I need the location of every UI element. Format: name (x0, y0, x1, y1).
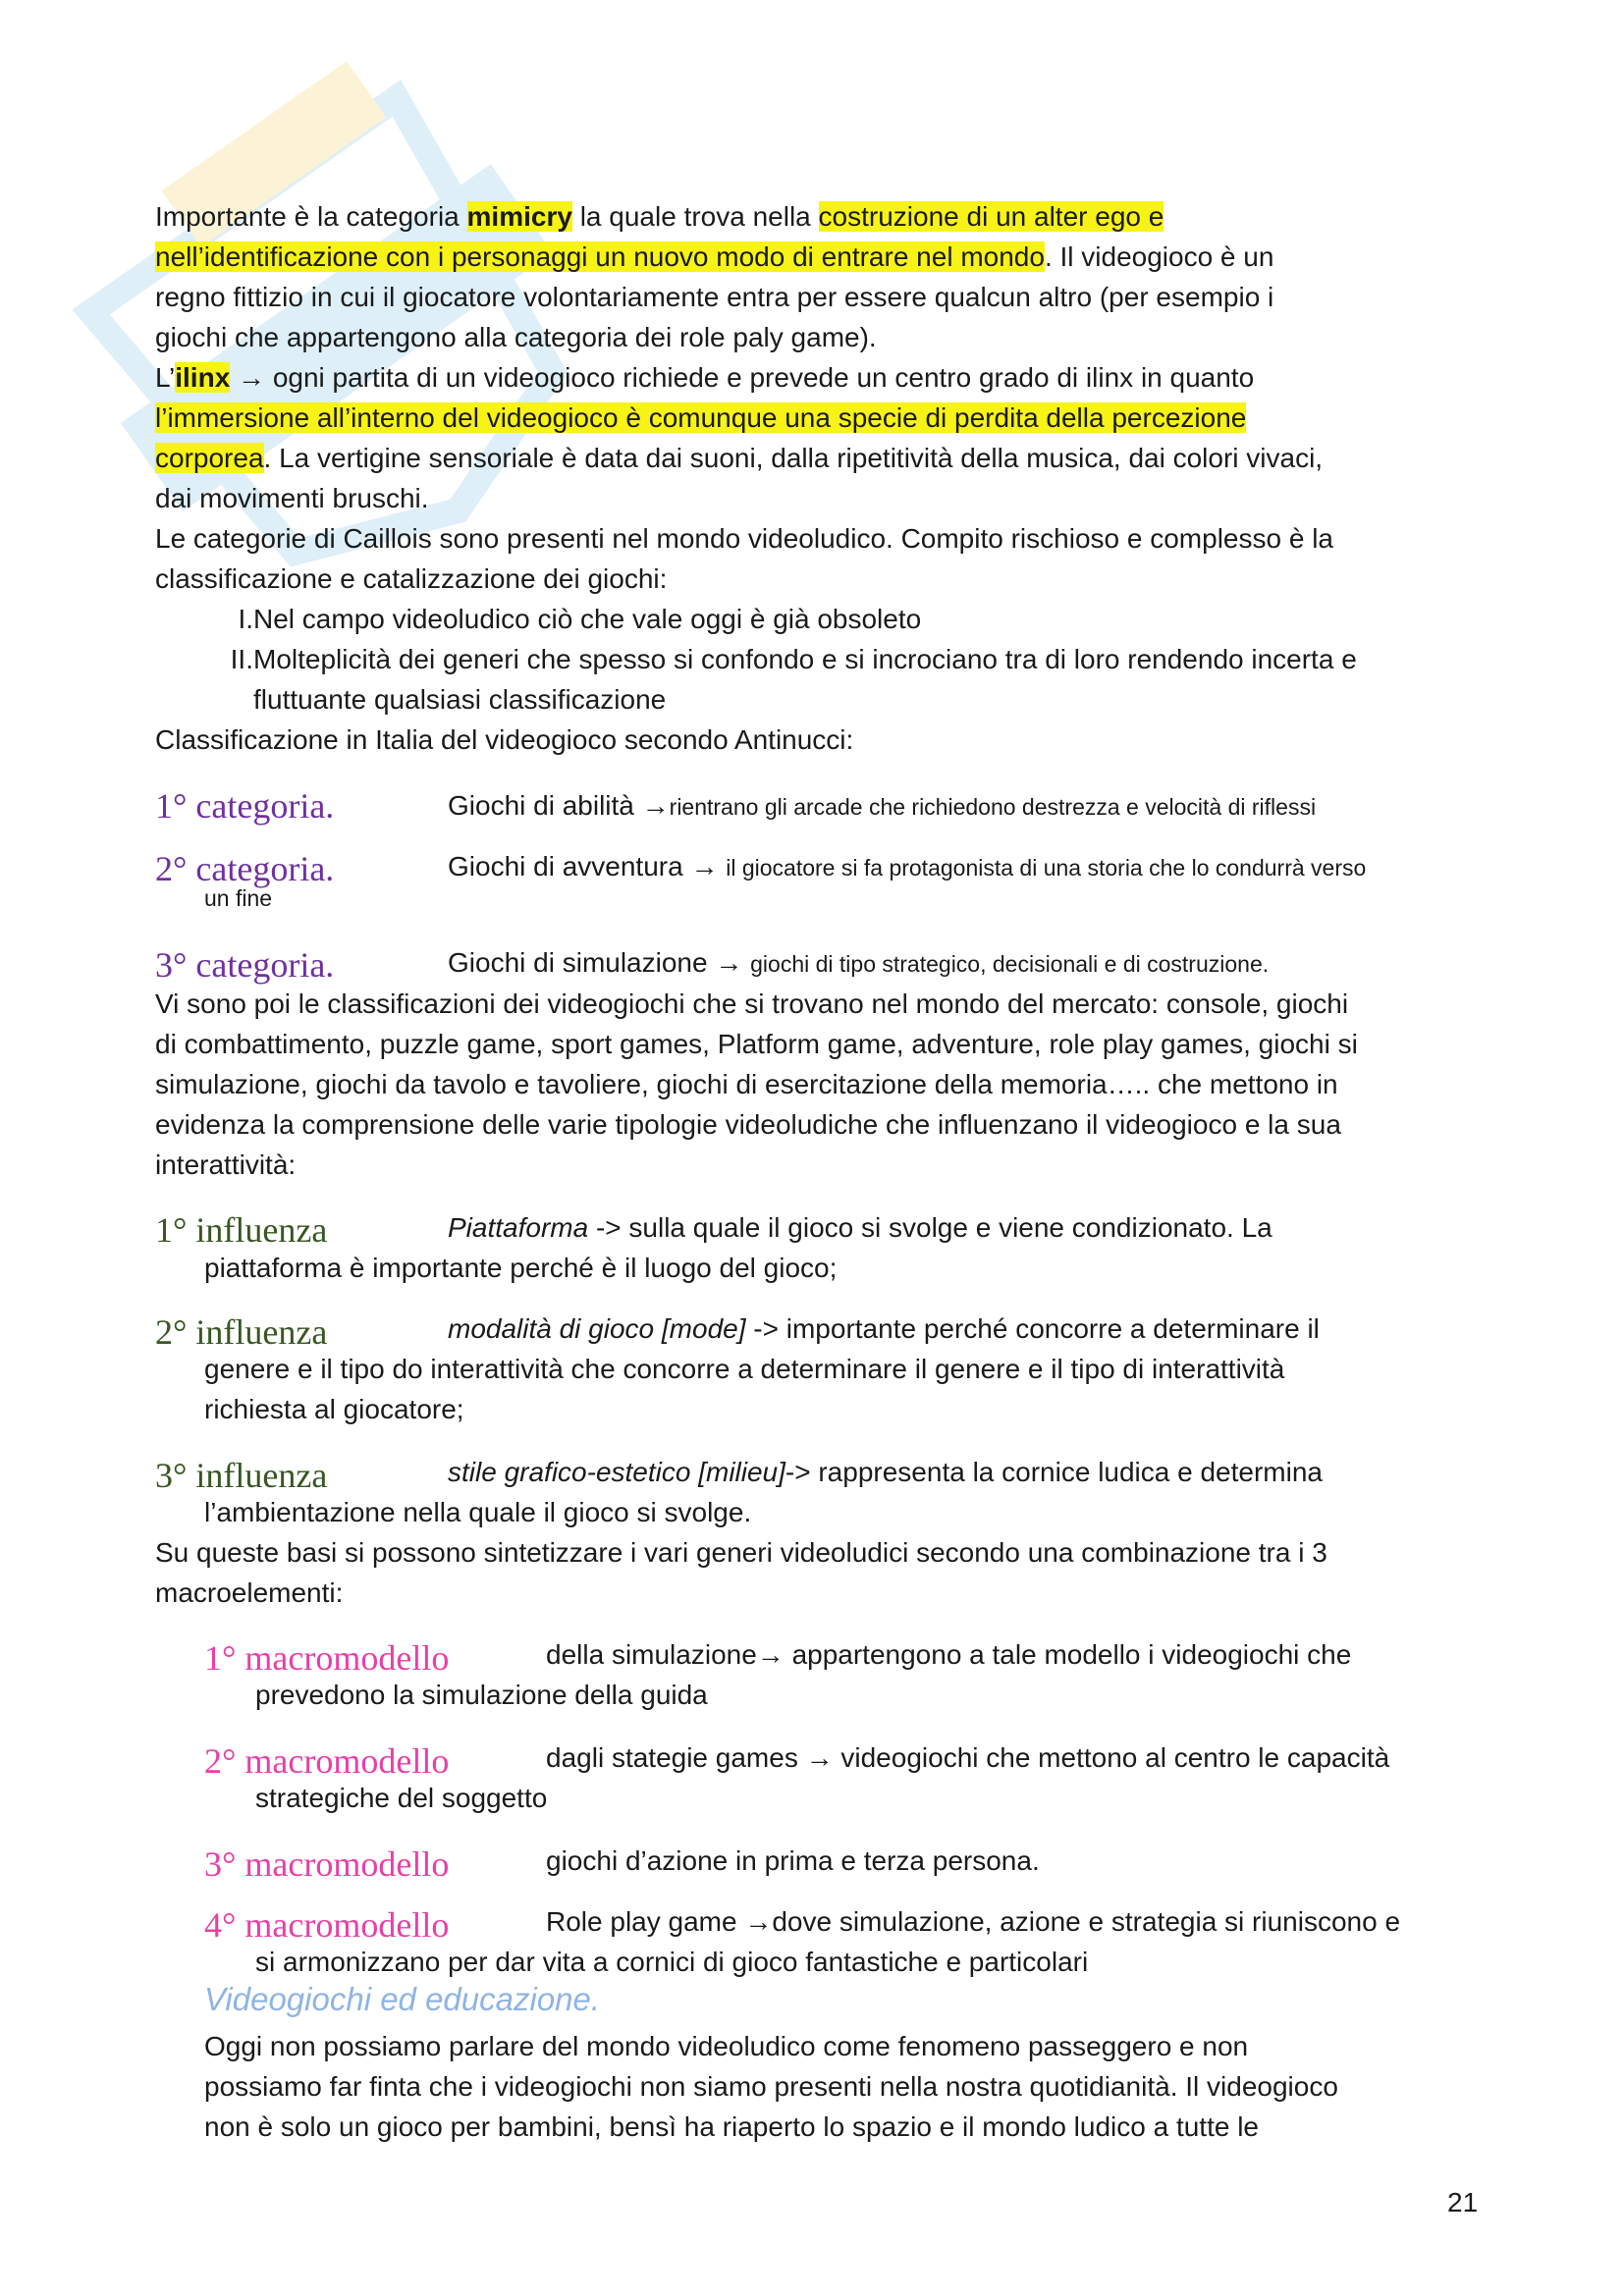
macromodel-continuation: prevedono la simulazione della guida (255, 1680, 708, 1710)
text-line: possiamo far finta che i videogiochi non siamo presenti nella nostra quotidianità. Il videogioco (204, 2071, 1338, 2102)
text-line: di combattimento, puzzle game, sport games, Platform game, adventure, role play games, giochi si (155, 1029, 1358, 1059)
influence-continuation: l’ambientazione nella quale il gioco si svolge. (204, 1497, 752, 1527)
text-line: interattività: (155, 1149, 297, 1180)
macromodel-description: della simulazione→ appartengono a tale modello i videogiochi che (546, 1639, 1352, 1670)
page-number: 21 (1447, 2187, 1479, 2217)
influence-heading: 3° influenza (155, 1456, 328, 1495)
influence-heading: 2° influenza (155, 1312, 328, 1352)
text-line: Importante è la categoria mimicry la quale trova nella costruzione di un alter ego e (155, 201, 1164, 232)
section-heading: Videogiochi ed educazione. (204, 1981, 601, 2017)
paragraph-market (155, 984, 1490, 1185)
paragraph-intro (155, 196, 1490, 599)
influence-continuation: piattaforma è importante perché è il luogo del gioco; (204, 1253, 838, 1283)
text-line: corporea. La vertigine sensoriale è data dai suoni, dalla ripetitività della musica, dai colori vivaci, (155, 443, 1324, 473)
category-heading: 3° categoria. (155, 945, 335, 985)
roman-list-item: II. Molteplicità dei generi che spesso si confondo e si incrociano tra di loro rendendo incerta e (230, 644, 1357, 674)
text-line: Le categorie di Caillois sono presenti nel mondo videoludico. Compito rischioso e complesso è la (155, 523, 1333, 554)
roman-list-item: I. Nel campo videoludico ciò che vale oggi è già obsoleto (238, 604, 922, 634)
category-continuation: un fine (204, 885, 273, 911)
macromodel-description: giochi d’azione in prima e terza persona. (546, 1845, 1040, 1876)
category-heading: 2° categoria. (155, 849, 335, 888)
macromodel-continuation: strategiche del soggetto (255, 1783, 548, 1813)
text-line: regno fittizio in cui il giocatore volontariamente entra per essere qualcun altro (per esempio i (155, 282, 1274, 312)
paragraph-macro-intro (155, 1532, 1490, 1613)
text-line: giochi che appartengono alla categoria dei role paly game). (155, 322, 877, 352)
roman-list-item-continuation: fluttuante qualsiasi classificazione (253, 684, 667, 715)
text-line: L’ilinx → ogni partita di un videogioco richiede e prevede un centro grado di ilinx in quanto (155, 362, 1255, 393)
text-line: nell’identificazione con i personaggi un nuovo modo di entrare nel mondo. Il videogioco è un (155, 241, 1274, 272)
macromodel-heading: 3° macromodello (204, 1844, 450, 1884)
text-line: Su queste basi si possono sintetizzare i vari generi videoludici secondo una combinazione tra i 3 (155, 1537, 1327, 1568)
classification-intro: Classificazione in Italia del videogioco secondo Antinucci: (155, 724, 854, 755)
text-line: evidenza la comprensione delle varie tipologie videoludiche che influenzano il videogioco e la sua (155, 1109, 1341, 1140)
category-description: Giochi di avventura → il giocatore si fa protagonista di una storia che lo condurrà verso (448, 851, 1367, 881)
macromodel-description: Role play game →dove simulazione, azione e strategia si riuniscono e (546, 1906, 1401, 1937)
text-line: non è solo un gioco per bambini, bensì ha riaperto lo spazio e il mondo ludico a tutte le (204, 2111, 1260, 2142)
influence-description: Piattaforma -> sulla quale il gioco si svolge e viene condizionato. La (448, 1212, 1272, 1243)
macromodel-heading: 2° macromodello (204, 1741, 450, 1781)
text-line: l’immersione all’interno del videogioco è comunque una specie di perdita della percezione (155, 402, 1247, 433)
text-line: macroelementi: (155, 1577, 344, 1608)
text-line: Oggi non possiamo parlare del mondo videoludico come fenomeno passeggero e non (204, 2031, 1249, 2061)
influence-description: stile grafico-estetico [milieu]-> rappresenta la cornice ludica e determina (448, 1457, 1323, 1487)
paragraph-education (204, 2026, 1481, 2147)
text-line: dai movimenti bruschi. (155, 483, 429, 513)
influence-continuation: richiesta al giocatore; (204, 1394, 464, 1424)
category-heading: 1° categoria. (155, 786, 335, 826)
macromodel-description: dagli stategie games → videogiochi che mettono al centro le capacità (546, 1742, 1390, 1773)
text-line: Vi sono poi le classificazioni dei videogiochi che si trovano nel mondo del mercato: console, giochi (155, 988, 1349, 1019)
text-line: classificazione e catalizzazione dei giochi: (155, 563, 668, 594)
macromodel-heading: 1° macromodello (204, 1638, 450, 1678)
category-description: Giochi di simulazione → giochi di tipo strategico, decisionali e di costruzione. (448, 947, 1270, 978)
macromodel-continuation: si armonizzano per dar vita a cornici di gioco fantastiche e particolari (255, 1947, 1089, 1977)
text-line: simulazione, giochi da tavolo e tavoliere, giochi di esercitazione della memoria….. che mettono in (155, 1069, 1338, 1099)
category-description: Giochi di abilità →rientrano gli arcade che richiedono destrezza e velocità di riflessi (448, 790, 1317, 821)
influence-continuation: genere e il tipo do interattività che concorre a determinare il genere e il tipo di interattività (204, 1354, 1285, 1384)
influence-description: modalità di gioco [mode] -> importante perché concorre a determinare il (448, 1313, 1320, 1344)
macromodel-heading: 4° macromodello (204, 1905, 450, 1945)
influence-heading: 1° influenza (155, 1210, 328, 1250)
